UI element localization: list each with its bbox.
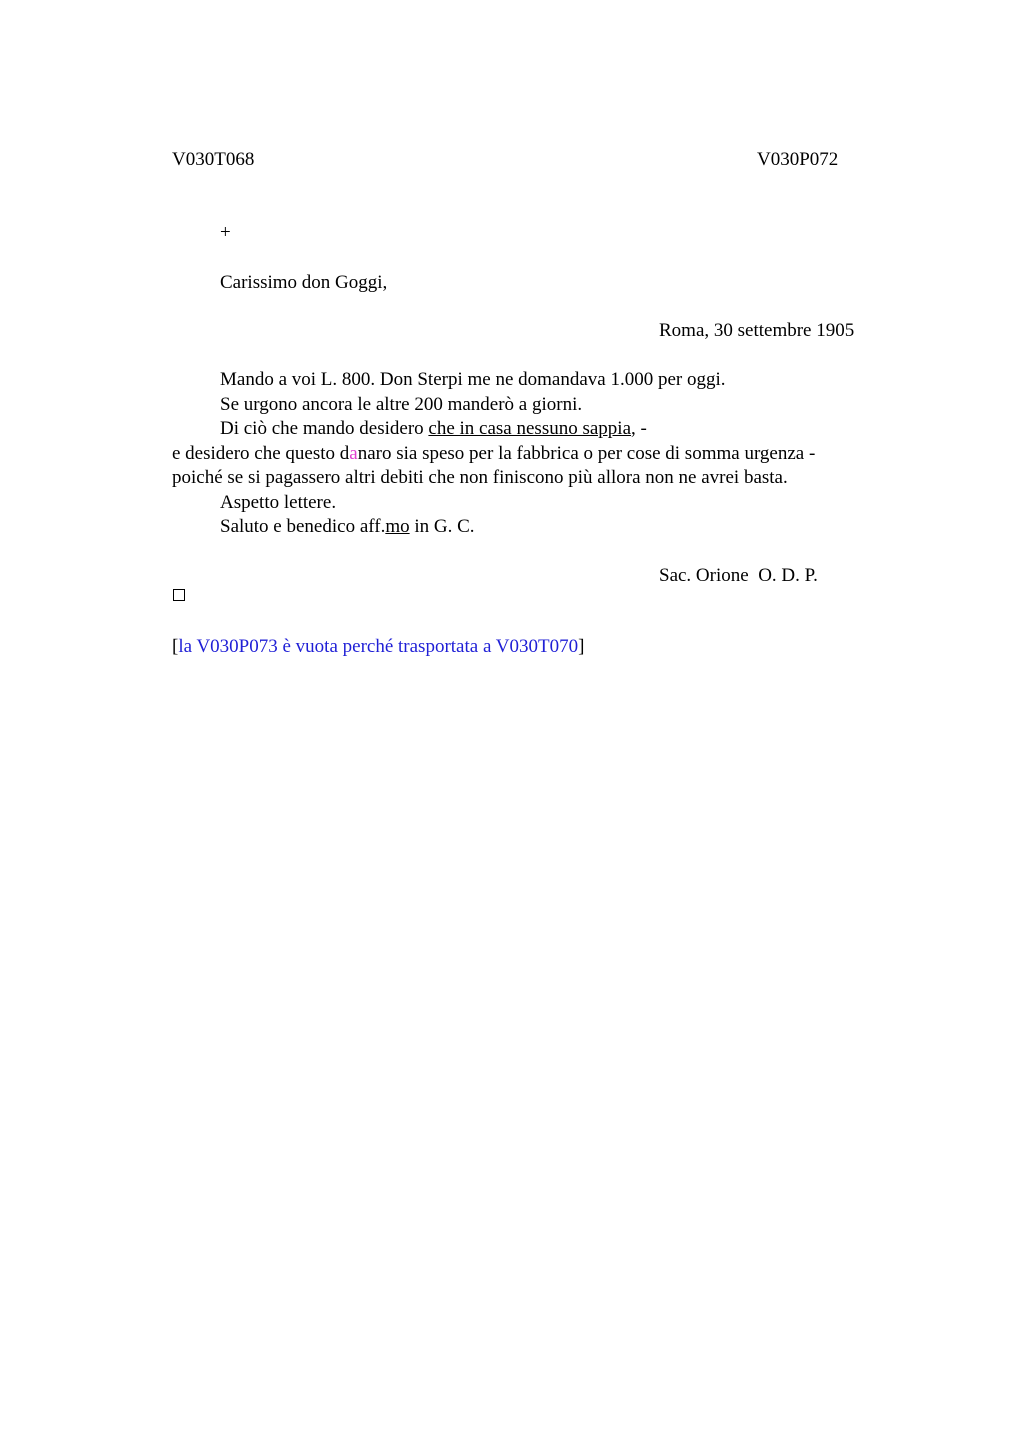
body-line-3-suffix: , - xyxy=(631,418,647,439)
body-line-4 xyxy=(172,444,815,463)
body-line-4-prefix: e desidero che questo d xyxy=(172,443,350,464)
body-line-7-prefix: Saluto e benedico aff. xyxy=(220,516,386,537)
signature: Sac. Orione O. D. P. xyxy=(659,565,818,586)
underlined-abbreviation: mo xyxy=(385,516,410,537)
highlighted-letter: a xyxy=(349,443,358,464)
note-text: la V030P073 è vuota perché trasportata a V030T070 xyxy=(178,636,579,657)
editorial-note xyxy=(172,637,584,656)
cross-mark: + xyxy=(220,222,231,243)
body-line-5: poiché se si pagassero altri debiti che non finiscono più allora non ne avrei basta. xyxy=(172,467,788,488)
body-line-6: Aspetto lettere. xyxy=(220,492,337,513)
empty-square-icon xyxy=(173,589,185,601)
place-date: Roma, 30 settembre 1905 xyxy=(659,320,855,341)
note-open-bracket: [ xyxy=(172,636,179,657)
body-line-7 xyxy=(220,517,475,536)
body-line-1: Mando a voi L. 800. Don Sterpi me ne domandava 1.000 per oggi. xyxy=(220,369,726,390)
underlined-phrase: che in casa nessuno sappia xyxy=(428,418,632,439)
header-left-code: V030T068 xyxy=(172,149,255,170)
salutation: Carissimo don Goggi, xyxy=(220,272,388,293)
body-line-4-suffix: naro sia speso per la fabbrica o per cose di somma urgenza - xyxy=(357,443,816,464)
body-line-7-suffix: in G. C. xyxy=(409,516,475,537)
note-close-bracket: ] xyxy=(578,636,585,657)
body-line-3 xyxy=(220,419,647,438)
body-line-2: Se urgono ancora le altre 200 manderò a giorni. xyxy=(220,394,583,415)
body-line-3-prefix: Di ciò che mando desidero xyxy=(220,418,429,439)
header-right-code: V030P072 xyxy=(757,149,839,170)
